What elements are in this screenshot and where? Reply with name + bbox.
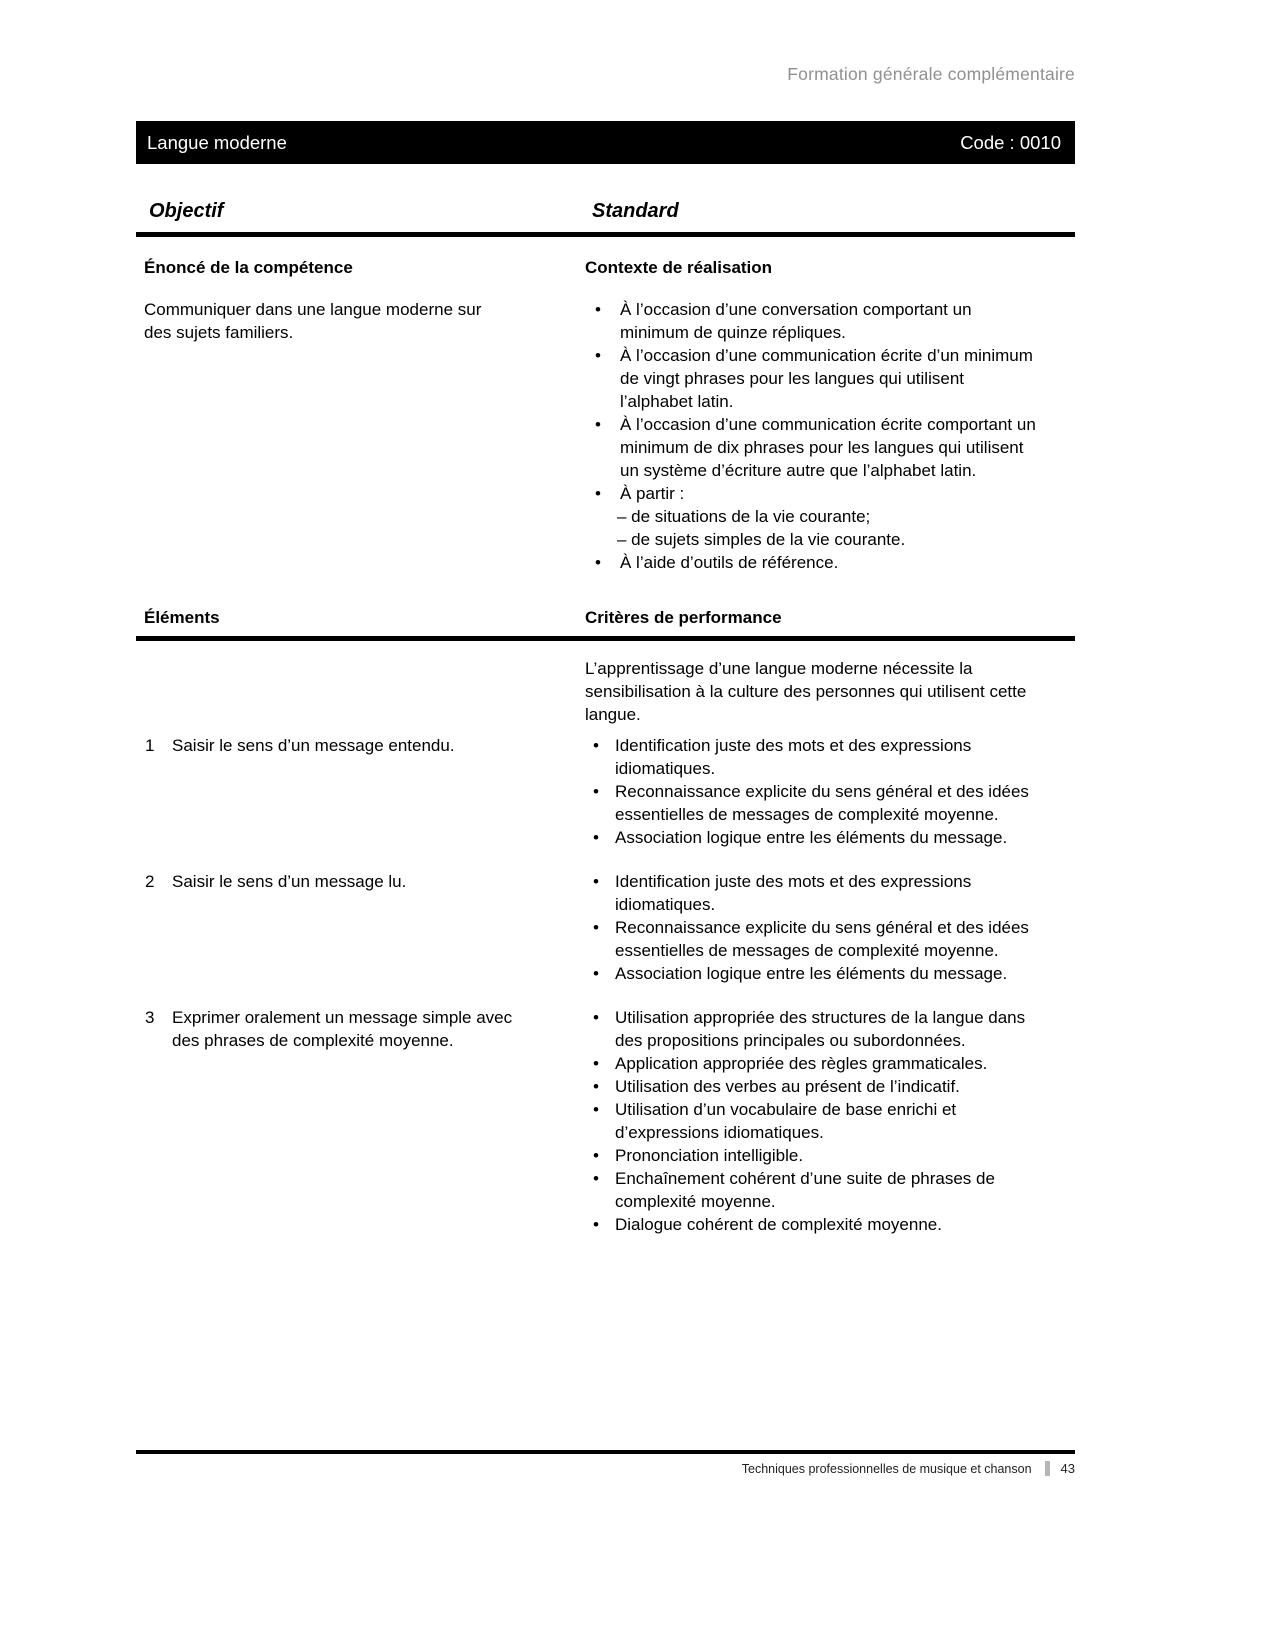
elements-header: Éléments bbox=[144, 608, 220, 627]
footer-text: Techniques professionnelles de musique et chanson bbox=[741, 1461, 1032, 1476]
criteria-item: • Association logique entre les éléments du message. bbox=[585, 962, 1075, 985]
criteria-list bbox=[585, 734, 1075, 849]
course-code: Code : 0010 bbox=[960, 131, 1061, 153]
elements-headers bbox=[136, 608, 1075, 636]
column-headers bbox=[136, 200, 1075, 232]
criteria-item: • Utilisation appropriée des structures de la langue dans des propositions principales ou subordonnées. bbox=[585, 1006, 1075, 1052]
element-item bbox=[136, 870, 585, 985]
page-number: 43 bbox=[1060, 1461, 1075, 1476]
dash-item: – de situations de la vie courante; bbox=[617, 507, 871, 526]
criteria-item: • Association logique entre les éléments du message. bbox=[585, 826, 1075, 849]
list-item: • À l’aide d’outils de référence. bbox=[585, 551, 1075, 574]
intro-left-spacer bbox=[136, 657, 585, 726]
criteria-item: • Utilisation d’un vocabulaire de base enrichi et d’expressions idiomatiques. bbox=[585, 1098, 1075, 1144]
list-item: • À partir : bbox=[585, 482, 1075, 505]
criteres-header: Critères de performance bbox=[585, 608, 782, 627]
page-content bbox=[136, 0, 1075, 1236]
criteria-item: • Prononciation intelligible. bbox=[585, 1144, 1075, 1167]
objectif-standard-section bbox=[136, 258, 1075, 574]
list-item: • À l’occasion d’une conversation comportant un minimum de quinze répliques. bbox=[585, 298, 1075, 344]
objectif-column bbox=[136, 258, 585, 574]
page-footer bbox=[136, 1450, 1075, 1476]
element-number: 3 bbox=[145, 1008, 155, 1027]
criteria-item: • Utilisation des verbes au présent de l’indicatif. bbox=[585, 1075, 1075, 1098]
element-item bbox=[136, 734, 585, 849]
intro-row bbox=[136, 657, 1075, 726]
element-number: 2 bbox=[145, 872, 155, 891]
list-item: • À l’occasion d’une communication écrite comportant un minimum de dix phrases pour les langues qui utilisent un système d’écriture autre que l’alphabet latin. bbox=[585, 413, 1075, 482]
footer-separator bbox=[1045, 1461, 1050, 1476]
list-item: • À l’occasion d’une communication écrite d’un minimum de vingt phrases pour les langues qui utilisent l’alphabet latin. bbox=[585, 344, 1075, 413]
criteria-item: • Enchaînement cohérent d’une suite de phrases de complexité moyenne. bbox=[585, 1167, 1075, 1213]
competence-heading: Énoncé de la compétence bbox=[144, 258, 353, 277]
criteria-item: • Identification juste des mots et des expressions idiomatiques. bbox=[585, 734, 1075, 780]
section-rule-top bbox=[136, 232, 1075, 237]
criteria-item: • Reconnaissance explicite du sens général et des idées essentielles de messages de complexité moyenne. bbox=[585, 780, 1075, 826]
column-header-standard: Standard bbox=[592, 200, 679, 222]
criteria-item: • Dialogue cohérent de complexité moyenne. bbox=[585, 1213, 1075, 1236]
element-row-2 bbox=[136, 870, 1075, 985]
running-header: Formation générale complémentaire bbox=[787, 64, 1075, 84]
contexte-heading: Contexte de réalisation bbox=[585, 258, 773, 277]
intro-paragraph: L’apprentissage d’une langue moderne nécessite la sensibilisation à la culture des personnes qui utilisent cette langue. bbox=[585, 659, 1027, 724]
standard-column bbox=[585, 258, 1075, 574]
element-label: Exprimer oralement un message simple avec des phrases de complexité moyenne. bbox=[172, 1008, 513, 1050]
criteria-item: • Identification juste des mots et des expressions idiomatiques. bbox=[585, 870, 1075, 916]
contexte-list bbox=[585, 298, 1075, 574]
title-bar bbox=[136, 121, 1075, 164]
criteria-list bbox=[585, 1006, 1075, 1236]
criteria-item: • Application appropriée des règles grammaticales. bbox=[585, 1052, 1075, 1075]
criteria-list bbox=[585, 870, 1075, 985]
footer-rule bbox=[136, 1450, 1075, 1454]
criteria-item: • Reconnaissance explicite du sens général et des idées essentielles de messages de complexité moyenne. bbox=[585, 916, 1075, 962]
course-title: Langue moderne bbox=[147, 131, 287, 153]
element-label: Saisir le sens d’un message lu. bbox=[172, 872, 407, 891]
section-rule-middle bbox=[136, 636, 1075, 641]
competence-statement: Communiquer dans une langue moderne sur des sujets familiers. bbox=[144, 300, 482, 342]
element-number: 1 bbox=[145, 736, 155, 755]
element-row-1 bbox=[136, 734, 1075, 849]
element-row-3 bbox=[136, 1006, 1075, 1236]
element-item bbox=[136, 1006, 585, 1236]
footer-line bbox=[136, 1461, 1075, 1476]
element-label: Saisir le sens d’un message entendu. bbox=[172, 736, 455, 755]
column-header-objectif: Objectif bbox=[149, 200, 224, 222]
dash-item: – de sujets simples de la vie courante. bbox=[617, 530, 906, 549]
